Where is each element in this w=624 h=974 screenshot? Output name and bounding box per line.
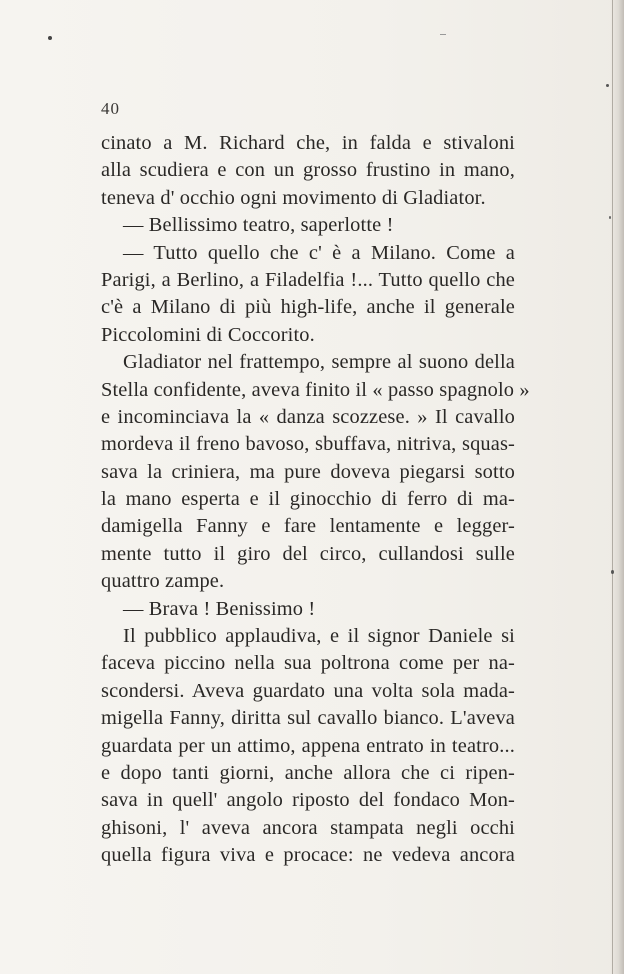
text-line: quella figura viva e procace: ne vedeva ancora xyxy=(101,844,515,867)
text-line: mente tutto il giro del circo, cullandosi sulle xyxy=(101,542,515,565)
text-line: quattro zampe. xyxy=(101,570,225,593)
text-line: migella Fanny, diritta sul cavallo bianco. L'aveva xyxy=(101,707,515,730)
ink-speck xyxy=(611,570,614,574)
body-text xyxy=(101,130,530,870)
text-line: Piccolomini di Coccorito. xyxy=(101,323,315,346)
page-number: 40 xyxy=(101,99,120,118)
text-line: sava la criniera, ma pure doveva piegarsi sotto xyxy=(101,460,515,483)
text-line: teneva d' occhio ogni movimento di Gladiator. xyxy=(101,186,486,209)
text-line: Gladiator nel frattempo, sempre al suono della xyxy=(123,351,515,374)
text-line: ghisoni, l' aveva ancora stampata negli occhi xyxy=(101,816,515,839)
text-line: cinato a M. Richard che, in falda e stivaloni xyxy=(101,132,515,154)
text-line: — Bellissimo teatro, saperlotte ! xyxy=(123,214,394,237)
text-line: e dopo tanti giorni, anche allora che ci ripen- xyxy=(101,761,515,784)
text-line: e incominciava la « danza scozzese. » Il cavallo xyxy=(101,405,515,428)
text-line: — Brava ! Benissimo ! xyxy=(123,597,316,620)
page-edge-line xyxy=(612,0,613,974)
text-line: — Tutto quello che c' è a Milano. Come a xyxy=(123,241,515,264)
text-line: la mano esperta e il ginocchio di ferro di ma- xyxy=(101,488,515,511)
ink-speck xyxy=(609,216,611,219)
ink-speck xyxy=(440,34,446,35)
text-line: faceva piccino nella sua poltrona come per na- xyxy=(101,652,515,675)
text-line: Stella confidente, aveva finito il « passo spagnolo » xyxy=(101,378,530,401)
text-line: Parigi, a Berlino, a Filadelfia !... Tutto quello che xyxy=(101,268,515,291)
text-line: scondersi. Aveva guardato una volta sola mada- xyxy=(101,679,515,702)
text-line: Il pubblico applaudiva, e il signor Daniele si xyxy=(123,625,515,648)
text-line: mordeva il freno bavoso, sbuffava, nitriva, squas- xyxy=(101,433,515,456)
text-line: c'è a Milano di più high-life, anche il generale xyxy=(101,296,515,319)
text-line: damigella Fanny e fare lentamente e legger- xyxy=(101,515,515,538)
text-line: guardata per un attimo, appena entrato in teatro... xyxy=(101,734,515,757)
ink-speck xyxy=(48,36,52,40)
ink-speck xyxy=(606,84,609,87)
text-line: sava in quell' angolo riposto del fondaco Mon- xyxy=(101,789,515,812)
text-line: alla scudiera e con un grosso frustino in mano, xyxy=(101,159,515,182)
